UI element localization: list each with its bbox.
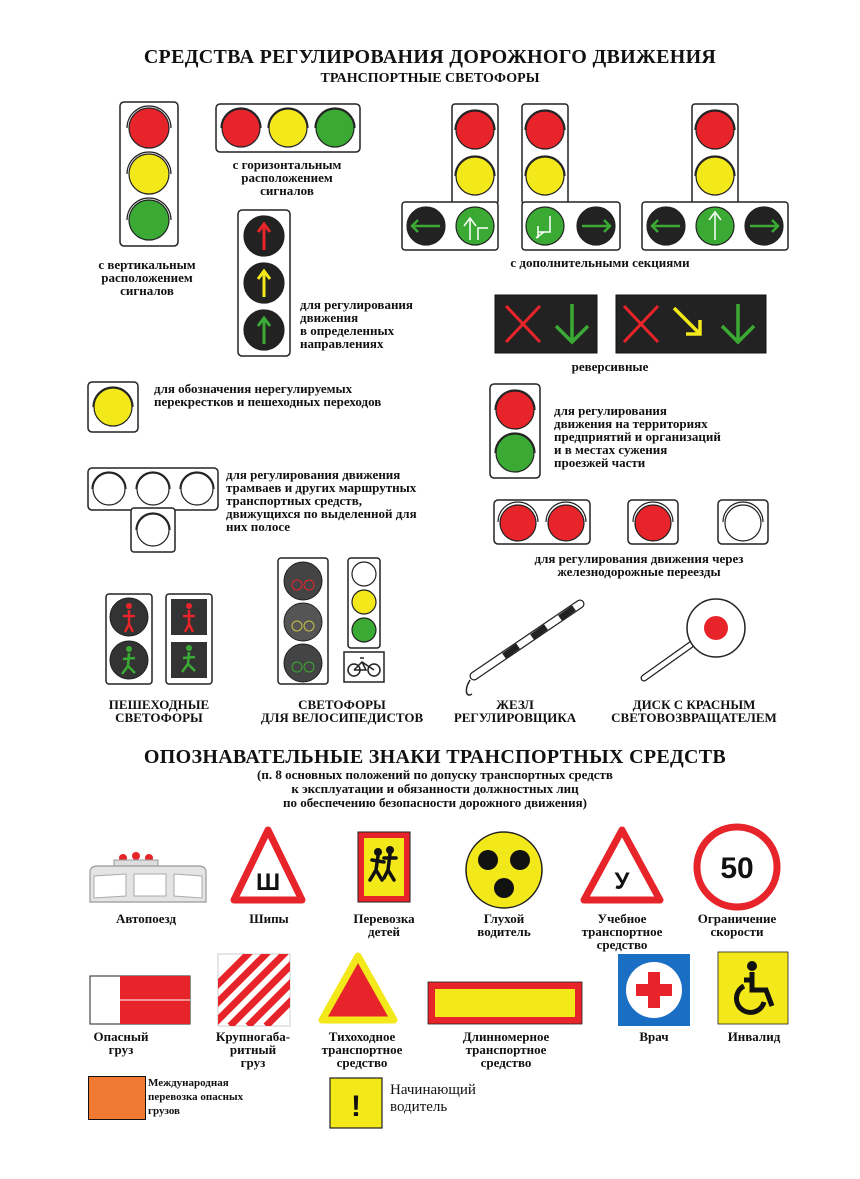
label-enterprises-5: проезжей части [554, 455, 646, 470]
label-vertical-2: расположением [101, 270, 193, 285]
page-title: СРЕДСТВА РЕГУЛИРОВАНИЯ ДОРОЖНОГО ДВИЖЕНИЯ [143, 46, 717, 68]
international-dangerous-goods-sign [88, 1076, 146, 1120]
slow-vehicle-sign [318, 952, 398, 1024]
label-directions-1: для регулирования [300, 297, 413, 312]
label-directions-4: направлениях [300, 336, 384, 351]
studs-letter: Ш [255, 869, 281, 896]
label-enterprises-2: движения на территориях [554, 416, 708, 431]
horizontal-traffic-light [214, 102, 364, 154]
label-pedestrian-1: ПЕШЕХОДНЫЕ [108, 697, 210, 712]
label-baton-1: ЖЕЗЛ [496, 697, 534, 712]
deaf-driver-sign [464, 830, 544, 910]
additional-sections-lights [400, 102, 800, 252]
label-danger-2: груз [108, 1042, 134, 1057]
label-baton-2: РЕГУЛИРОВЩИКА [453, 710, 577, 725]
beginner-mark: ! [351, 1090, 361, 1123]
railway-crossing-lights [492, 498, 782, 548]
label-unregulated-2: перекрестков и пешеходных переходов [154, 394, 382, 409]
label-training-2: транспортное [581, 924, 663, 939]
signs-section-title: ОПОЗНАВАТЕЛЬНЫЕ ЗНАКИ ТРАНСПОРТНЫХ СРЕДСТВ [143, 746, 727, 768]
traffic-baton [460, 596, 584, 700]
tram-traffic-light [86, 466, 222, 554]
label-long-2: транспортное [465, 1042, 547, 1057]
label-cyclists-2: ДЛЯ ВЕЛОСИПЕДИСТОВ [260, 710, 424, 725]
label-horizontal-1: с горизонтальным [232, 157, 342, 172]
label-slow-1: Тихоходное [328, 1029, 396, 1044]
label-road-train: Автопоезд [115, 911, 177, 926]
label-disc-1: ДИСК С КРАСНЫМ [632, 697, 756, 712]
label-long-1: Длинномерное [462, 1029, 550, 1044]
label-pedestrian-2: СВЕТОФОРЫ [115, 710, 203, 725]
label-trams-2: трамваев и других маршрутных [226, 480, 417, 495]
label-children-1: Перевозка [353, 911, 415, 926]
directional-traffic-light [236, 208, 292, 358]
label-international-3: грузов [148, 1105, 180, 1117]
label-oversize-2: ритный [229, 1042, 277, 1057]
label-horizontal-2: расположением [241, 170, 333, 185]
studs-sign [232, 826, 304, 906]
beginner-driver-sign [328, 1076, 384, 1130]
label-slow-2: транспортное [321, 1042, 403, 1057]
signs-subtitle-1: (п. 8 основных положений по допуску транспортных средств [257, 767, 613, 782]
doctor-sign [616, 952, 692, 1028]
label-reversible: реверсивные [571, 359, 649, 374]
long-vehicle-sign [426, 980, 584, 1028]
label-vertical-1: с вертикальным [98, 257, 196, 272]
label-unregulated-1: для обозначения нерегулируемых [154, 381, 353, 396]
label-danger-1: Опасный [93, 1029, 149, 1044]
children-transport-sign [356, 828, 412, 904]
label-oversize-1: Крупногаба- [215, 1029, 291, 1044]
label-horizontal-3: сигналов [260, 183, 314, 198]
label-railway-1: для регулирования движения через [534, 551, 744, 566]
label-long-3: средство [480, 1055, 532, 1070]
signs-subtitle-3: по обеспечению безопасности дорожного движения) [282, 795, 588, 810]
label-doctor: Врач [639, 1029, 669, 1044]
signs-subtitle-2: к эксплуатации и обязанности должностных лиц [291, 781, 579, 796]
speed-value: 50 [720, 852, 754, 885]
label-slow-3: средство [336, 1055, 388, 1070]
label-trams-5: них полосе [226, 519, 291, 534]
label-training-3: средство [596, 937, 648, 952]
cyclist-lights [276, 556, 386, 686]
label-training-1: Учебное [597, 911, 647, 926]
label-disc-2: СВЕТОВОЗВРАЩАТЕЛЕМ [611, 710, 777, 725]
label-international-2: перевозка опасных [148, 1091, 244, 1103]
label-trams-3: транспортных средств, [226, 493, 362, 508]
label-speed-1: Ограничение [697, 911, 777, 926]
label-directions-3: в определенных [300, 323, 395, 338]
label-enterprises-3: предприятий и организаций [554, 429, 721, 444]
label-railway-2: железнодорожные переезды [557, 564, 721, 579]
pedestrian-lights [104, 592, 216, 686]
dangerous-goods-sign [88, 974, 192, 1026]
label-additional: с дополнительными секциями [510, 255, 690, 270]
unregulated-yellow-light [86, 380, 142, 434]
label-deaf-2: водитель [477, 924, 531, 939]
label-international-1: Международная [148, 1077, 229, 1089]
speed-limit-sign [694, 824, 780, 910]
label-speed-2: скорости [710, 924, 764, 939]
label-trams-1: для регулирования движения [226, 467, 401, 482]
vertical-traffic-light [118, 100, 182, 250]
label-trams-4: движущихся по выделенной для [226, 506, 417, 521]
training-letter: У [614, 868, 630, 895]
label-beginner-2: водитель [390, 1099, 448, 1115]
label-enterprises-4: и в местах сужения [554, 442, 668, 457]
disabled-sign [716, 950, 790, 1026]
oversize-cargo-sign [216, 952, 292, 1028]
enterprise-traffic-light [488, 382, 544, 482]
label-oversize-3: груз [240, 1055, 266, 1070]
label-disabled: Инвалид [727, 1029, 781, 1044]
label-enterprises-1: для регулирования [554, 403, 667, 418]
traffic-lights-subtitle: ТРАНСПОРТНЫЕ СВЕТОФОРЫ [320, 71, 540, 86]
label-directions-2: движения [300, 310, 359, 325]
label-beginner-1: Начинающий [390, 1082, 476, 1098]
label-deaf-1: Глухой [483, 911, 525, 926]
training-vehicle-sign [580, 826, 664, 906]
red-reflector-disc [630, 592, 754, 684]
label-children-2: детей [368, 924, 400, 939]
reversible-lights [494, 294, 770, 356]
label-cyclists-1: СВЕТОФОРЫ [298, 697, 386, 712]
road-train-sign [86, 846, 210, 908]
label-studs: Шипы [249, 911, 289, 926]
label-vertical-3: сигналов [120, 283, 174, 298]
